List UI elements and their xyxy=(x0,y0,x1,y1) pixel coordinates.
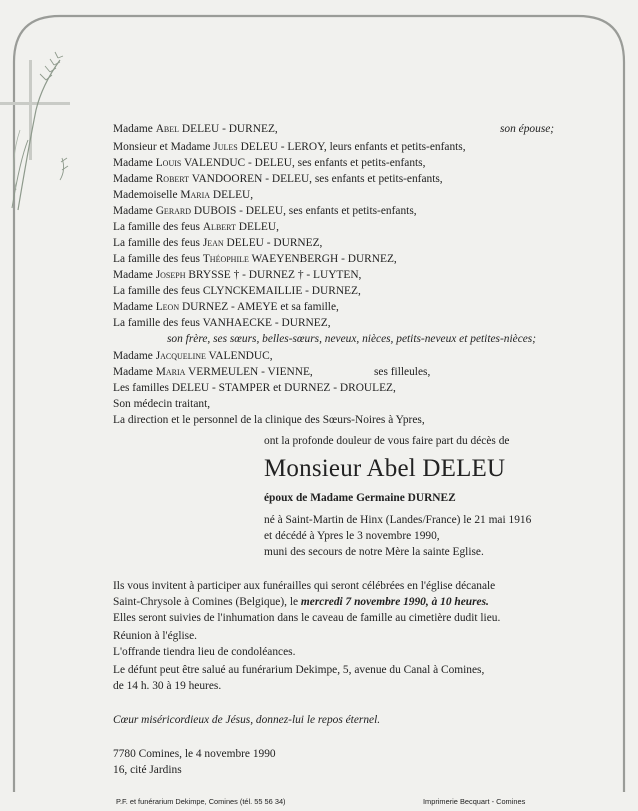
funeral-line: Elles seront suivies de l'inhumation dans le caveau de famille au cimetière dudit lieu. xyxy=(113,612,501,624)
mourner-line: La famille des feus Jean DELEU - DURNEZ, xyxy=(113,237,323,249)
mourner-line: Madame Leon DURNEZ - AMEYE et sa famille, xyxy=(113,301,339,313)
prayer-line: Cœur miséricordieux de Jésus, donnez-lui le repos éternel. xyxy=(113,714,381,726)
mourner-line: Madame Louis VALENDUC - DELEU, ses enfants et petits-enfants, xyxy=(113,157,426,169)
mourner-line: Madame Abel DELEU - DURNEZ, xyxy=(113,123,278,135)
mourner-line: Madame Jacqueline VALENDUC, xyxy=(113,350,273,362)
cross-wheat-ornament xyxy=(0,40,90,220)
godchildren-role: ses filleules, xyxy=(374,366,431,378)
deceased-name: Monsieur Abel DELEU xyxy=(264,455,506,482)
funeral-line: de 14 h. 30 à 19 heures. xyxy=(113,680,222,692)
address-line: 7780 Comines, le 4 novembre 1990 xyxy=(113,748,276,760)
birth-line: né à Saint-Martin de Hinx (Landes/France) le 21 mai 1916 xyxy=(264,514,532,526)
mourner-line: La famille des feus CLYNCKEMAILLIE - DURNEZ, xyxy=(113,285,361,297)
funeral-date: mercredi 7 novembre 1990, à 10 heures. xyxy=(300,596,489,608)
mourner-line: Madame Gerard DUBOIS - DELEU, ses enfants et petits-enfants, xyxy=(113,205,417,217)
mourner-line: Mademoiselle Maria DELEU, xyxy=(113,189,254,201)
mourner-line: Madame Joseph BRYSSE † - DURNEZ † - LUYTEN, xyxy=(113,269,362,281)
mourner-line: La famille des feus Théophile WAEYENBERGH - DURNEZ, xyxy=(113,253,397,265)
funeral-line: Réunion à l'église. xyxy=(113,630,197,642)
mourner-line: Son médecin traitant, xyxy=(113,398,211,410)
spouse-line: époux de Madame Germaine DURNEZ xyxy=(264,492,456,504)
mourner-line: La famille des feus VANHAECKE - DURNEZ, xyxy=(113,317,331,329)
mourner-line: Les familles DELEU - STAMPER et DURNEZ - DROULEZ, xyxy=(113,382,396,394)
funeral-line: Ils vous invitent à participer aux funérailles qui seront célébrées en l'église décanale xyxy=(113,580,496,592)
siblings-line: son frère, ses sœurs, belles-sœurs, neveux, nièces, petits-neveux et petites-nièces; xyxy=(167,333,537,345)
funeral-line: Le défunt peut être salué au funérarium Dekimpe, 5, avenue du Canal à Comines, xyxy=(113,664,485,676)
mourner-line: Monsieur et Madame Jules DELEU - LEROY, leurs enfants et petits-enfants, xyxy=(113,141,466,153)
mourner-line: Madame Robert VANDOOREN - DELEU, ses enfants et petits-enfants, xyxy=(113,173,443,185)
funeral-line: Saint-Chrysole à Comines (Belgique), le mercredi 7 novembre 1990, à 10 heures. xyxy=(113,596,489,608)
footer-funeral-home: P.F. et funérarium Dekimpe, Comines (tél. 55 56 34) xyxy=(116,797,286,806)
sacrament-line: muni des secours de notre Mère la sainte Eglise. xyxy=(264,546,484,558)
spouse-role: son épouse; xyxy=(500,123,555,135)
mourner-line: La famille des feus Albert DELEU, xyxy=(113,221,279,233)
mourner-line: La direction et le personnel de la clinique des Sœurs-Noires à Ypres, xyxy=(113,414,425,426)
death-line: et décédé à Ypres le 3 novembre 1990, xyxy=(264,530,440,542)
address-line: 16, cité Jardins xyxy=(113,764,182,776)
announcement-line: ont la profonde douleur de vous faire part du décès de xyxy=(264,435,510,447)
funeral-line: L'offrande tiendra lieu de condoléances. xyxy=(113,646,296,658)
mourner-line: Madame Maria VERMEULEN - VIENNE, xyxy=(113,366,313,378)
footer-printer: Imprimerie Becquart - Comines xyxy=(423,797,526,806)
